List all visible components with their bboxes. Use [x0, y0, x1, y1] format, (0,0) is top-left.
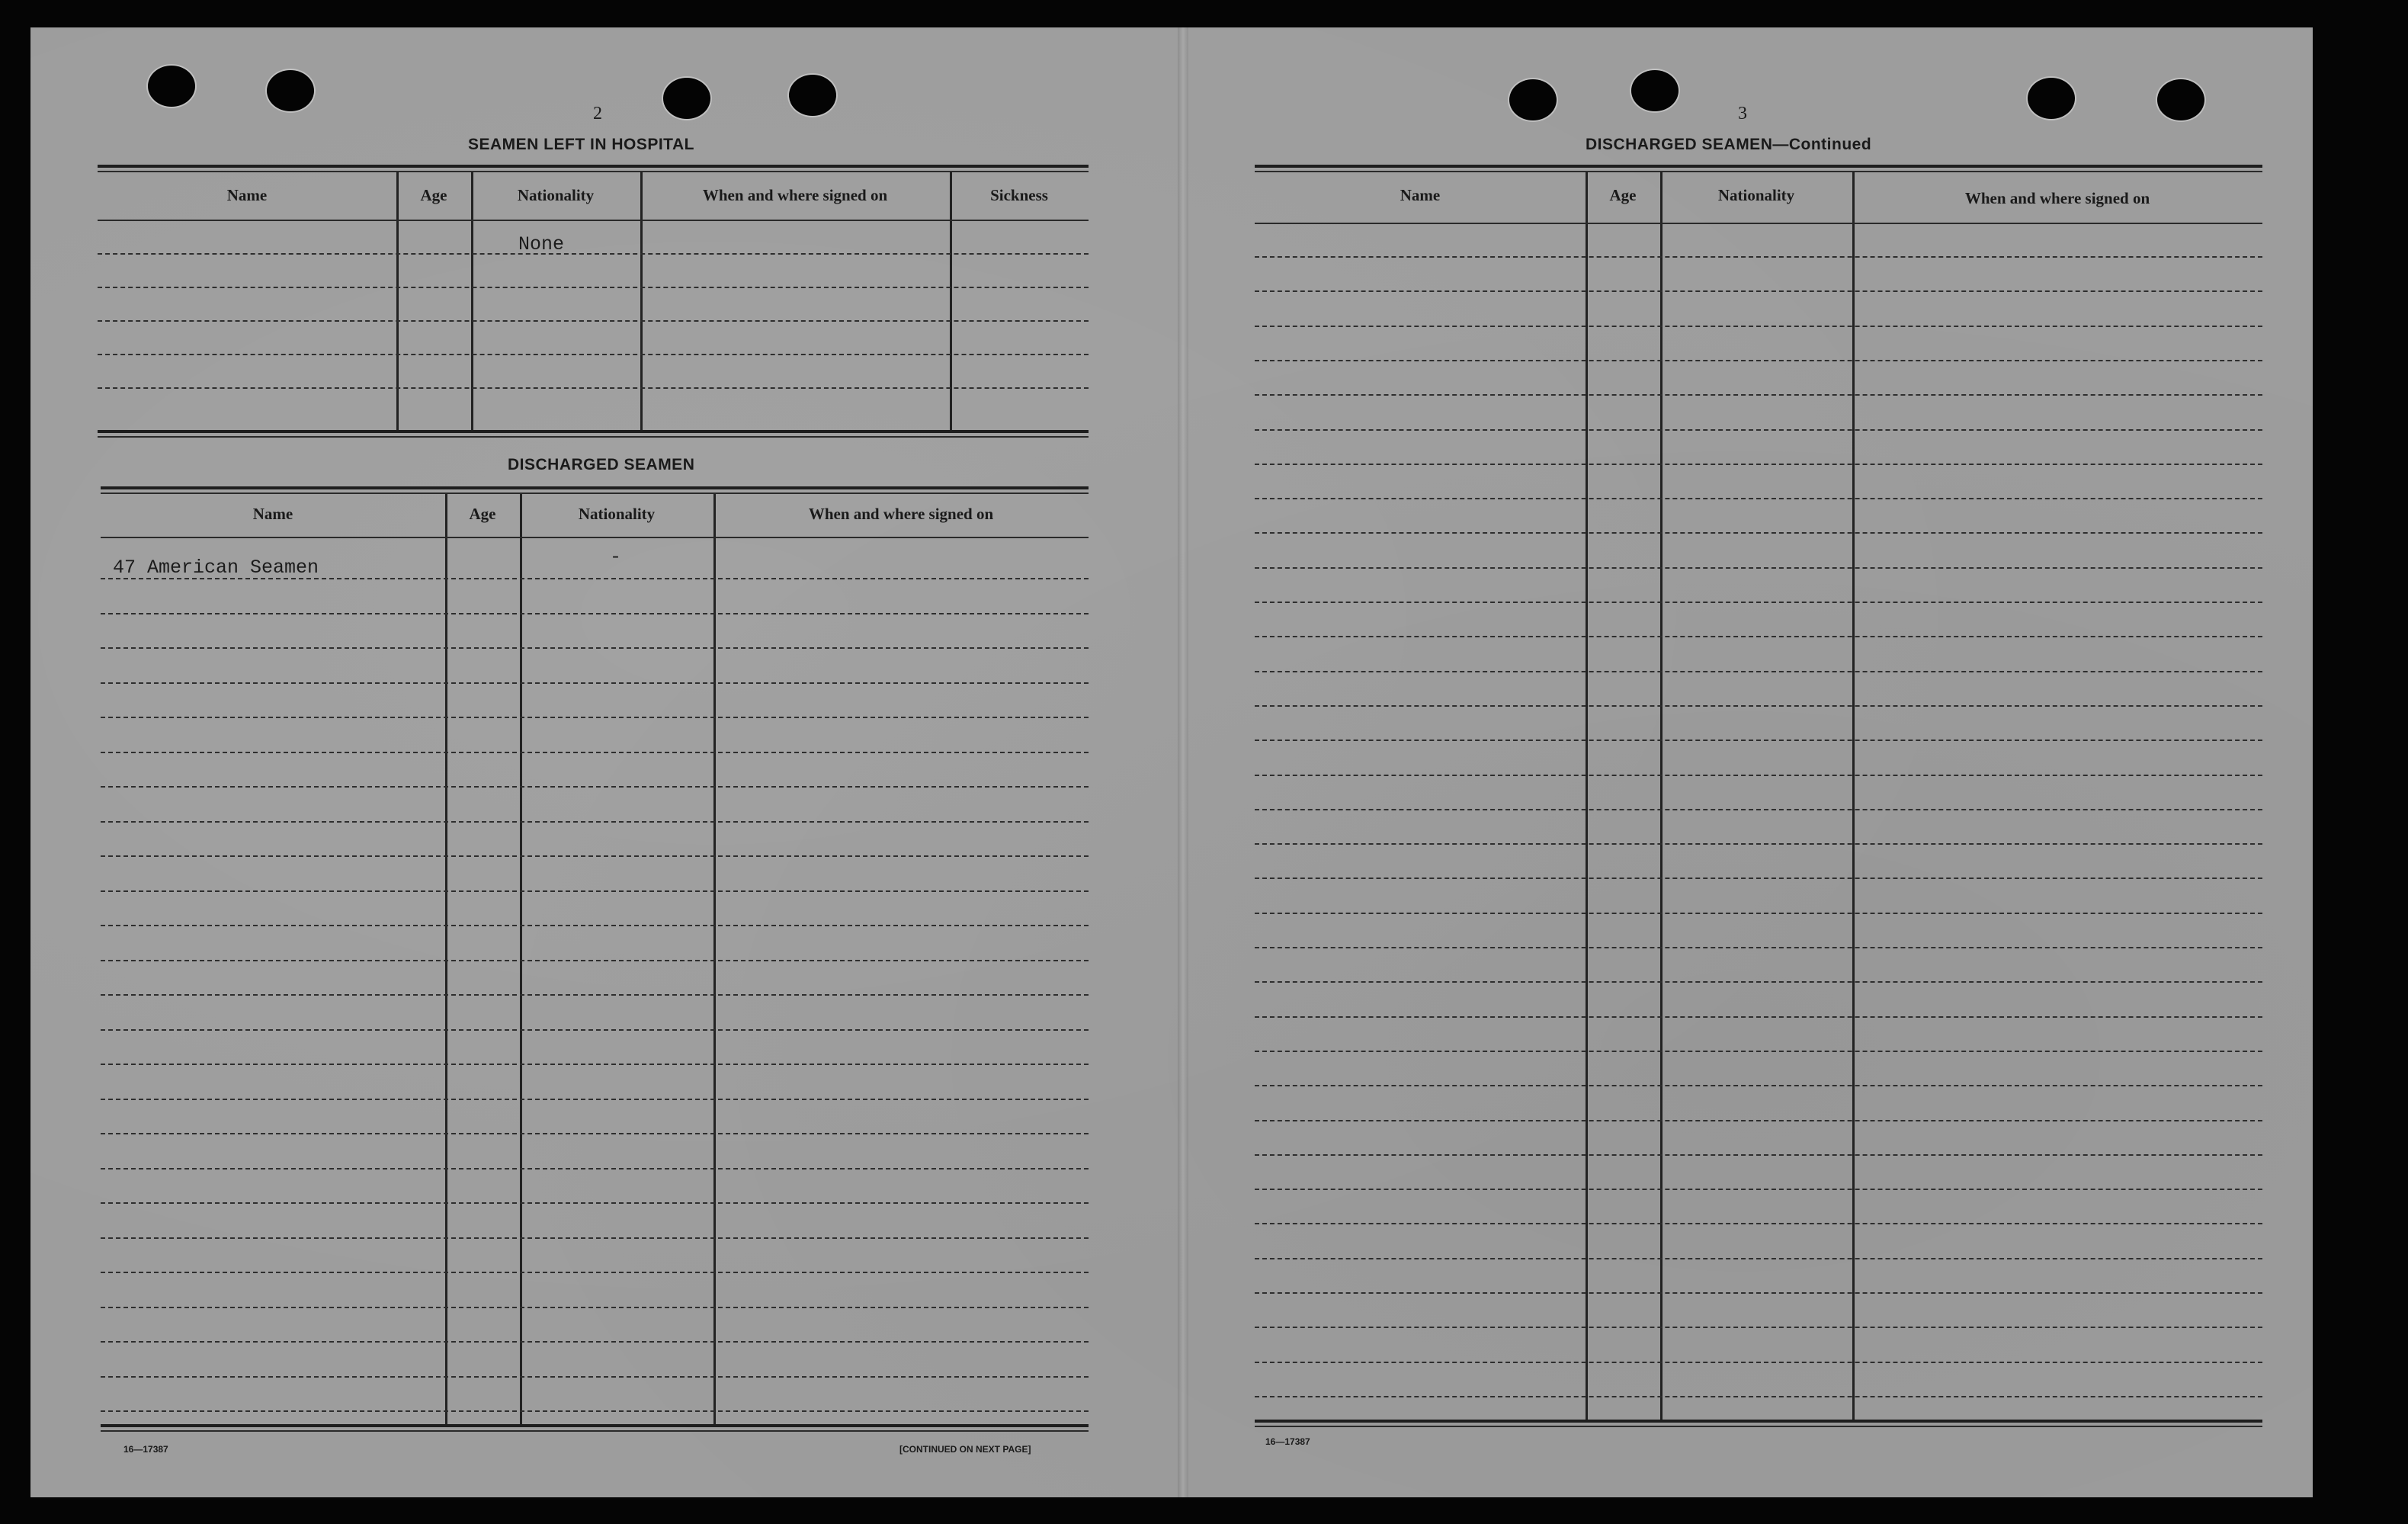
ruled-row-line [101, 682, 1089, 684]
discharged-continued-title-suffix: —Continued [1772, 136, 1872, 153]
center-fold [1178, 27, 1188, 1497]
punch-hole [267, 70, 314, 111]
ruled-row-line [1255, 878, 2262, 879]
punch-hole [789, 75, 836, 116]
right-header-signed-on: When and where signed on [1964, 189, 2150, 207]
ruled-row-line [1255, 567, 2262, 569]
ruled-row-line [1255, 360, 2262, 361]
punch-hole [2157, 79, 2204, 120]
right-top-rule [1255, 165, 2262, 168]
ruled-row-line [101, 890, 1089, 892]
ruled-row-line [1255, 1189, 2262, 1190]
discharged-header-age: Age [469, 505, 496, 523]
hospital-col-divider [396, 172, 399, 432]
ruled-row-line [1255, 1292, 2262, 1294]
hospital-bottom-rule-2 [98, 436, 1089, 438]
ruled-row-line [1255, 429, 2262, 431]
hospital-header-rule [98, 220, 1089, 221]
ruled-row-line [1255, 1258, 2262, 1259]
hospital-header-sickness: Sickness [990, 186, 1048, 204]
form-code-right: 16—17387 [1265, 1436, 1310, 1447]
ruled-row-line [101, 1133, 1089, 1134]
ruled-row-line [101, 960, 1089, 961]
ruled-row-line [101, 925, 1089, 926]
ruled-row-line [1255, 1223, 2262, 1224]
punch-hole [663, 78, 710, 119]
continued-note: [CONTINUED ON NEXT PAGE] [899, 1444, 1031, 1455]
hospital-row-line [98, 287, 1089, 288]
ruled-row-line [1255, 1051, 2262, 1052]
hospital-row-line [98, 253, 1089, 255]
right-header-name: Name [1400, 186, 1441, 204]
discharged-section-title: DISCHARGED SEAMEN [508, 456, 695, 473]
hospital-top-rule-2 [98, 171, 1089, 172]
punch-hole [2028, 78, 2075, 119]
ruled-row-line [101, 1410, 1089, 1412]
ruled-row-line [101, 855, 1089, 857]
ruled-row-line [1255, 913, 2262, 914]
hospital-entry-nationality: None [518, 233, 565, 255]
hospital-header-name: Name [226, 186, 268, 204]
punch-hole [1509, 79, 1557, 120]
ruled-row-line [101, 821, 1089, 823]
ruled-row-line [101, 752, 1089, 753]
ruled-row-line [1255, 1085, 2262, 1086]
scanned-document [30, 27, 2313, 1497]
ruled-row-line [101, 578, 1089, 579]
ruled-row-line [101, 994, 1089, 996]
discharged-header-name: Name [252, 505, 293, 523]
hospital-header-age: Age [420, 186, 447, 204]
ruled-row-line [1255, 498, 2262, 499]
ruled-row-line [101, 1376, 1089, 1378]
right-bottom-rule-2 [1255, 1426, 2262, 1427]
page-number-left: 2 [593, 104, 602, 124]
discharged-header-rule [101, 537, 1089, 538]
ruled-row-line [1255, 602, 2262, 603]
ruled-row-line [101, 1307, 1089, 1308]
ruled-row-line [1255, 740, 2262, 741]
ruled-row-line [1255, 532, 2262, 534]
right-header-nationality: Nationality [1717, 186, 1795, 204]
punch-hole [148, 66, 195, 107]
ruled-row-line [1255, 981, 2262, 983]
ruled-row-line [101, 613, 1089, 614]
ruled-row-line [1255, 290, 2262, 292]
page-number-right: 3 [1738, 104, 1747, 124]
hospital-top-rule [98, 165, 1089, 168]
discharged-top-rule [101, 486, 1089, 489]
hospital-row-line [98, 320, 1089, 322]
ruled-row-line [1255, 1327, 2262, 1328]
discharged-header-signed-on: When and where signed on [808, 505, 994, 523]
right-header-rule [1255, 223, 2262, 224]
hospital-section-title: SEAMEN LEFT IN HOSPITAL [468, 136, 694, 153]
ruled-row-line [1255, 671, 2262, 672]
ruled-row-line [1255, 256, 2262, 258]
hospital-col-divider [640, 172, 643, 432]
hospital-header-signed-on: When and where signed on [702, 186, 888, 204]
discharged-entry-name: 47 American Seamen [113, 557, 319, 579]
ruled-row-line [1255, 394, 2262, 396]
ruled-row-line [1255, 843, 2262, 845]
discharged-top-rule-2 [101, 492, 1089, 494]
hospital-row-line [98, 387, 1089, 389]
ruled-row-line [101, 717, 1089, 718]
discharged-entry-nationality: - [610, 546, 622, 568]
punch-hole [1631, 70, 1679, 111]
hospital-bottom-rule [98, 430, 1089, 433]
ruled-row-line [101, 647, 1089, 649]
hospital-header-nationality: Nationality [517, 186, 595, 204]
ruled-row-line [1255, 1016, 2262, 1018]
hospital-row-line [98, 354, 1089, 355]
ruled-row-line [1255, 464, 2262, 465]
ruled-row-line [1255, 809, 2262, 810]
ruled-row-line [101, 1168, 1089, 1169]
ruled-row-line [101, 1272, 1089, 1273]
ruled-row-line [1255, 947, 2262, 948]
discharged-header-nationality: Nationality [578, 505, 656, 523]
right-top-rule-2 [1255, 171, 2262, 172]
ruled-row-line [101, 1029, 1089, 1031]
ruled-row-line [101, 1237, 1089, 1239]
discharged-bottom-rule [101, 1424, 1089, 1427]
hospital-col-divider [471, 172, 473, 432]
ruled-row-line [101, 1202, 1089, 1204]
hospital-col-divider [950, 172, 952, 432]
discharged-bottom-rule-2 [101, 1430, 1089, 1432]
ruled-row-line [1255, 1120, 2262, 1121]
ruled-row-line [1255, 1362, 2262, 1363]
ruled-row-line [1255, 1396, 2262, 1397]
right-header-age: Age [1609, 186, 1637, 204]
ruled-row-line [1255, 326, 2262, 327]
ruled-row-line [1255, 1154, 2262, 1156]
ruled-row-line [1255, 775, 2262, 776]
discharged-continued-title [1586, 136, 1871, 154]
ruled-row-line [101, 1341, 1089, 1343]
discharged-continued-title-main: DISCHARGED SEAMEN [1586, 136, 1773, 153]
ruled-row-line [101, 1099, 1089, 1100]
form-code-left: 16—17387 [123, 1444, 168, 1455]
ruled-row-line [1255, 705, 2262, 707]
right-bottom-rule [1255, 1420, 2262, 1423]
ruled-row-line [101, 786, 1089, 788]
ruled-row-line [101, 1064, 1089, 1065]
ruled-row-line [1255, 636, 2262, 637]
